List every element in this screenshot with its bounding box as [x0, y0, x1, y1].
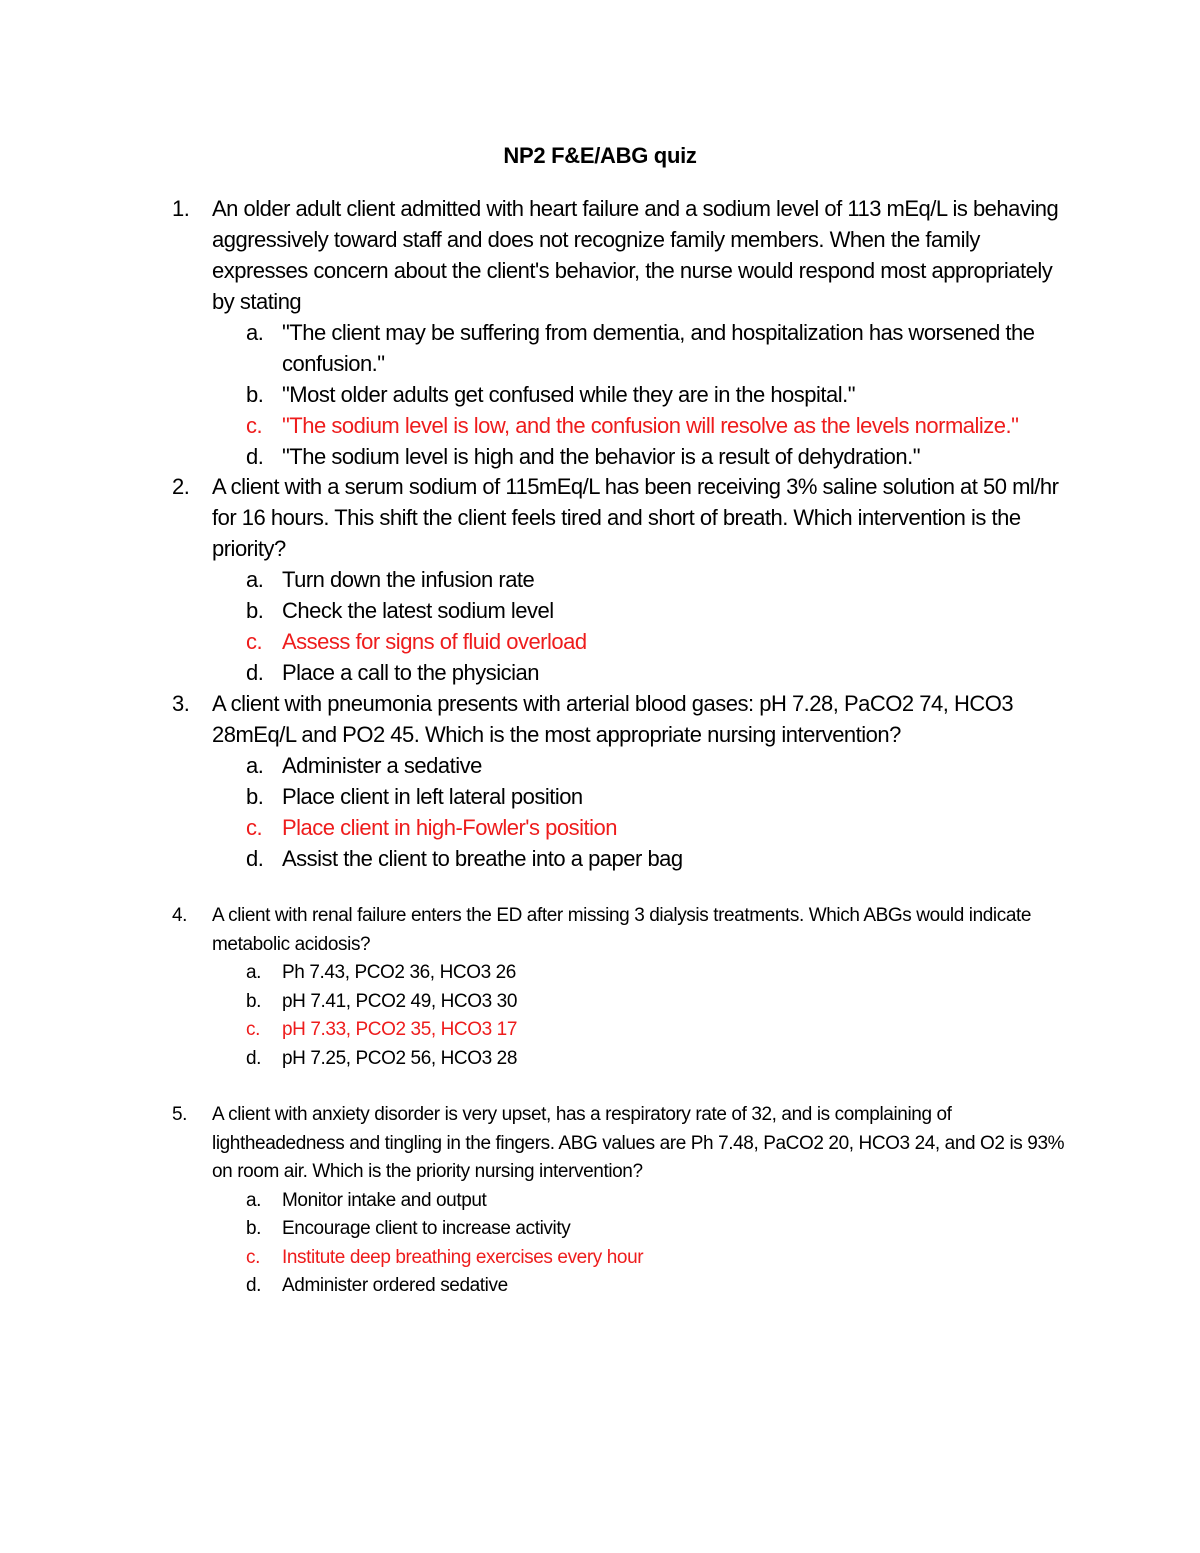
- option-letter: b.: [246, 990, 262, 1012]
- question-stem: A client with renal failure enters the ED after missing 3 dialysis treatments. Which ABGs would indicate metabolic acidosis?: [212, 905, 1032, 955]
- correct-answer-option-c: [212, 1016, 1072, 1045]
- option-letter: a.: [246, 1189, 262, 1211]
- option-letter: b.: [246, 1218, 262, 1239]
- question-number: 1.: [172, 196, 190, 221]
- option-text: pH 7.25, PCO2 56, HCO3 28: [282, 1047, 518, 1069]
- option-text: Administer a sedative: [282, 753, 482, 778]
- answer-option-b: [212, 781, 1072, 812]
- option-text: "The sodium level is low, and the confusion will resolve as the levels normalize.": [282, 413, 1019, 438]
- answer-options: [172, 750, 1072, 874]
- question-1: [172, 193, 1072, 472]
- answer-option-d: [212, 843, 1072, 874]
- option-text: Assess for signs of fluid overload: [282, 629, 587, 654]
- option-text: Administer ordered sedative: [282, 1275, 508, 1296]
- correct-answer-option-c: [212, 1244, 1072, 1273]
- answer-option-d: [212, 657, 1072, 688]
- question-5: [172, 1101, 1072, 1301]
- option-text: Place client in left lateral position: [282, 784, 583, 809]
- option-text: "The sodium level is high and the behavior is a result of dehydration.": [282, 444, 921, 469]
- question-number: 5.: [172, 1104, 188, 1125]
- option-text: pH 7.41, PCO2 49, HCO3 30: [282, 990, 518, 1012]
- question-stem: A client with pneumonia presents with arterial blood gases: pH 7.28, PaCO2 74, HCO3 28mEq/L and PO2 45. Which is the most appropriate nursing intervention?: [212, 691, 1014, 747]
- option-letter: d.: [246, 1275, 262, 1296]
- option-text: Ph 7.43, PCO2 36, HCO3 26: [282, 962, 516, 983]
- option-letter: d.: [246, 1047, 262, 1069]
- option-letter: c.: [246, 413, 263, 438]
- question-2: [172, 471, 1072, 688]
- answer-option-b: [212, 379, 1072, 410]
- option-letter: d.: [246, 846, 264, 871]
- option-letter: c.: [246, 815, 263, 840]
- question-stem: A client with anxiety disorder is very upset, has a respiratory rate of 32, and is complaining of lightheadedness and tingling in the fingers. ABG values are Ph 7.48, PaCO2 20, HCO3 24, and O2 is 93% on room air. Which is the priority nursing intervention?: [212, 1104, 1065, 1182]
- answer-options: [172, 564, 1072, 688]
- option-text: Institute deep breathing exercises every hour: [282, 1246, 644, 1268]
- question-number: 2.: [172, 474, 190, 499]
- option-letter: a.: [246, 320, 264, 345]
- answer-options: [172, 1187, 1072, 1301]
- answer-option-a: [212, 564, 1072, 595]
- option-text: Place a call to the physician: [282, 660, 539, 685]
- answer-option-d: [212, 1045, 1072, 1074]
- answer-option-a: [212, 1187, 1072, 1216]
- document-title: NP2 F&E/ABG quiz: [503, 143, 697, 168]
- answer-option-d: [212, 1272, 1072, 1301]
- answer-options: [172, 317, 1072, 472]
- option-text: "Most older adults get confused while they are in the hospital.": [282, 382, 856, 407]
- answer-option-a: [212, 959, 1072, 988]
- option-text: Place client in high-Fowler's position: [282, 815, 617, 840]
- option-text: Turn down the infusion rate: [282, 567, 535, 592]
- option-letter: b.: [246, 382, 264, 407]
- correct-answer-option-c: [212, 812, 1072, 843]
- option-text: Monitor intake and output: [282, 1189, 487, 1211]
- option-letter: c.: [246, 1019, 260, 1040]
- answer-option-a: [212, 317, 1072, 379]
- option-letter: a.: [246, 567, 264, 592]
- answer-option-b: [212, 595, 1072, 626]
- answer-option-b: [212, 988, 1072, 1017]
- question-stem: An older adult client admitted with heart failure and a sodium level of 113 mEq/L is behaving aggressively toward staff and does not recognize family members. When the family expresses concern about the client's behavior, the nurse would respond most appropriately by stating: [212, 196, 1059, 314]
- answer-option-b: [212, 1215, 1072, 1244]
- correct-answer-option-c: [212, 626, 1072, 657]
- correct-answer-option-c: [212, 410, 1072, 441]
- answer-option-d: [212, 441, 1072, 472]
- question-4: [172, 902, 1072, 1073]
- question-3: [172, 688, 1072, 874]
- option-letter: d.: [246, 660, 264, 685]
- option-letter: c.: [246, 629, 263, 654]
- option-text: pH 7.33, PCO2 35, HCO3 17: [282, 1019, 518, 1040]
- answer-options: [172, 959, 1072, 1073]
- option-letter: a.: [246, 962, 262, 983]
- answer-option-a: [212, 750, 1072, 781]
- option-letter: b.: [246, 598, 264, 623]
- question-number: 3.: [172, 691, 190, 716]
- option-letter: c.: [246, 1246, 260, 1268]
- option-text: Check the latest sodium level: [282, 598, 554, 623]
- question-stem: A client with a serum sodium of 115mEq/L has been receiving 3% saline solution at 50 ml/hr for 16 hours. This shift the client feels tired and short of breath. Which intervention is the priority?: [212, 474, 1059, 561]
- option-letter: d.: [246, 444, 264, 469]
- question-number: 4.: [172, 905, 188, 926]
- option-text: Assist the client to breathe into a paper bag: [282, 846, 683, 871]
- option-letter: b.: [246, 784, 264, 809]
- option-text: Encourage client to increase activity: [282, 1218, 571, 1239]
- option-text: "The client may be suffering from dementia, and hospitalization has worsened the confusion.": [282, 320, 1035, 376]
- option-letter: a.: [246, 753, 264, 778]
